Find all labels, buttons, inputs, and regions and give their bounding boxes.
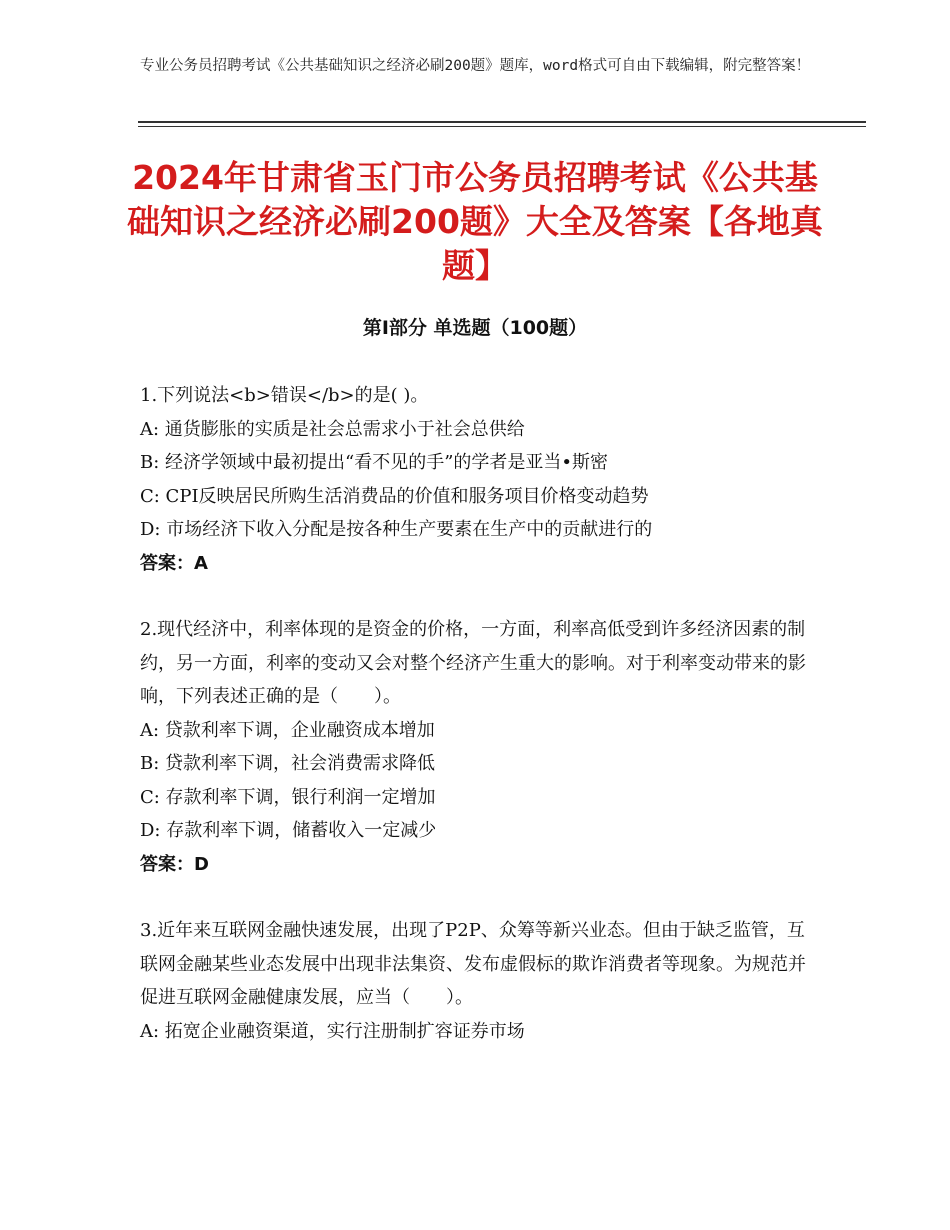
option-b: B: 经济学领域中最初提出“看不见的手”的学者是亚当•斯密 xyxy=(140,452,609,473)
answer-label: 答案：D xyxy=(140,853,209,875)
header-divider-thin xyxy=(138,126,866,127)
option-d: D: 市场经济下收入分配是按各种生产要素在生产中的贡献进行的 xyxy=(140,519,653,540)
section-heading: 第I部分 单选题（100题） xyxy=(362,317,588,339)
question-1 xyxy=(140,379,820,580)
option-b: B: 贷款利率下调，社会消费需求降低 xyxy=(140,753,436,774)
option-a: A: 拓宽企业融资渠道，实行注册制扩容证券市场 xyxy=(140,1020,525,1042)
question-stem: 1.下列说法<b>错误</b>的是( )。 xyxy=(140,385,429,406)
answer-label: 答案：A xyxy=(140,552,208,574)
question-2 xyxy=(140,613,820,881)
question-3 xyxy=(140,914,820,1048)
option-a: A: 贷款利率下调，企业融资成本增加 xyxy=(140,719,435,741)
option-d: D: 存款利率下调，储蓄收入一定减少 xyxy=(140,820,437,841)
header-divider-thick xyxy=(138,121,866,123)
question-list xyxy=(140,379,820,1081)
question-stem: 2.现代经济中，利率体现的是资金的价格，一方面，利率高低受到许多经济因素的制约，另一方面，利率的变动又会对整个经济产生重大的影响。对于利率变动带来的影响，下列表述正确的是（ ）。 xyxy=(140,619,806,707)
option-a: A: 通货膨胀的实质是社会总需求小于社会总供给 xyxy=(140,418,525,440)
header-note: 专业公务员招聘考试《公共基础知识之经济必刷200题》题库，word格式可自由下载编辑，附完整答案！ xyxy=(140,58,811,74)
option-c: C: 存款利率下调，银行利润一定增加 xyxy=(140,786,436,808)
option-c: C: CPI反映居民所购生活消费品的价值和服务项目价格变动趋势 xyxy=(140,485,649,507)
document-title: 2024年甘肃省玉门市公务员招聘考试《公共基础知识之经济必刷200题》大全及答案【各地真题】 xyxy=(127,158,823,285)
question-stem: 3.近年来互联网金融快速发展，出现了P2P、众筹等新兴业态。但由于缺乏监管，互联网金融某些业态发展中出现非法集资、发布虚假标的欺诈消费者等现象。为规范并促进互联网金融健康发展，应当（ ）。 xyxy=(140,920,806,1008)
